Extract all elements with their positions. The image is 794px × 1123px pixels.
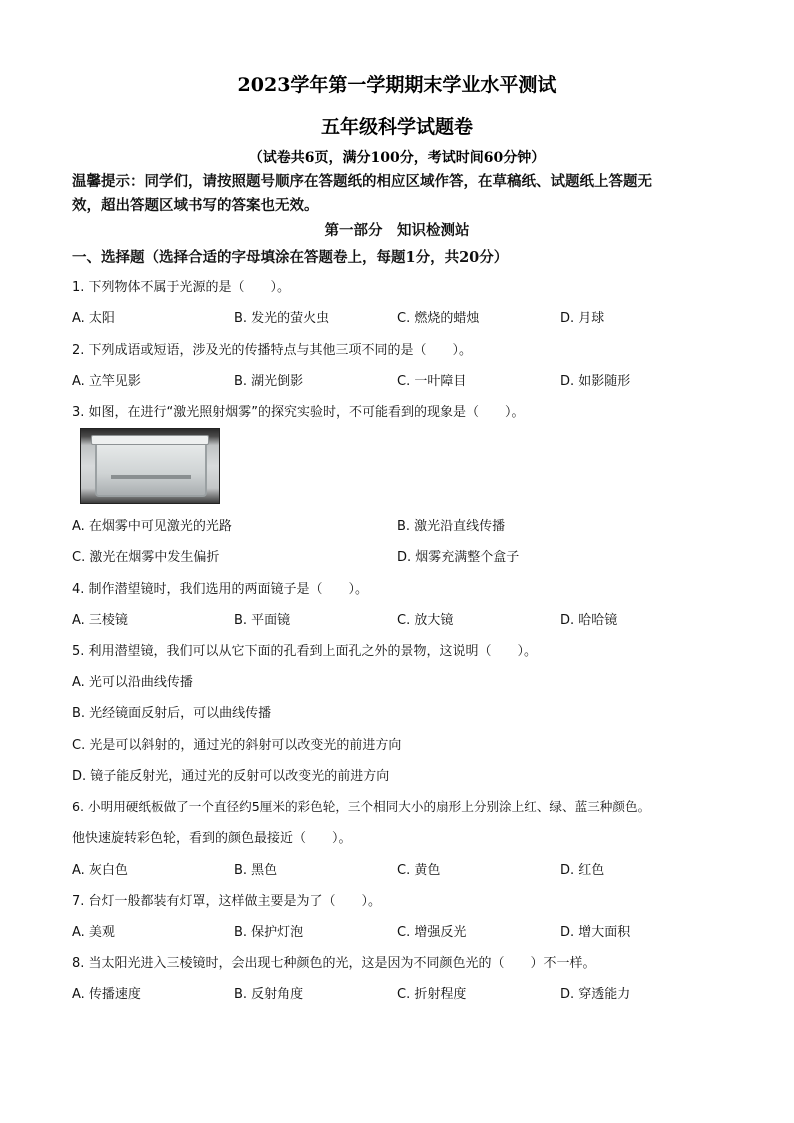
q1-option-c: C. 燃烧的蜡烛 (397, 311, 480, 326)
q2-option-c: C. 一叶障目 (397, 374, 467, 389)
q3-option-b: B. 激光沿直线传播 (397, 519, 506, 534)
exam-title: 2023学年第一学期期末学业水平测试 (237, 74, 557, 96)
q1-option-d: D. 月球 (560, 311, 605, 326)
q7-option-b: B. 保护灯泡 (234, 925, 304, 940)
q2-option-d: D. 如影随形 (560, 374, 631, 389)
q8-option-d: D. 穿透能力 (560, 987, 631, 1002)
q6-option-d: D. 红色 (560, 863, 605, 878)
exam-info: （试卷共6页，满分100分，考试时间60分钟） (248, 150, 546, 166)
exam-subtitle: 五年级科学试题卷 (320, 116, 473, 138)
q1-option-a: A. 太阳 (72, 311, 115, 326)
q1-option-b: B. 发光的萤火虫 (234, 311, 330, 326)
question-4: 4. 制作潜望镜时，我们选用的两面镜子是（ ）。 (72, 582, 369, 597)
smoke-box-photo (80, 428, 220, 504)
section-heading: 一、选择题（选择合适的字母填涂在答题卷上，每题1分，共20分） (72, 249, 509, 266)
q6-option-a: A. 灰白色 (72, 863, 128, 878)
q8-option-a: A. 传播速度 (72, 987, 141, 1002)
question-1: 1. 下列物体不属于光源的是（ ）。 (72, 280, 291, 295)
q7-option-a: A. 美观 (72, 925, 115, 940)
q4-option-c: C. 放大镜 (397, 613, 454, 628)
q7-option-d: D. 增大面积 (560, 925, 631, 940)
q4-option-a: A. 三棱镜 (72, 613, 128, 628)
q8-option-c: C. 折射程度 (397, 987, 467, 1002)
question-5: 5. 利用潜望镜，我们可以从它下面的孔看到上面孔之外的景物，这说明（ ）。 (72, 644, 538, 659)
q6-option-c: C. 黄色 (397, 863, 441, 878)
q3-option-a: A. 在烟雾中可见激光的光路 (72, 519, 232, 534)
q2-option-a: A. 立竿见影 (72, 374, 141, 389)
q5-option-a: A. 光可以沿曲线传播 (72, 675, 193, 690)
tip-line-1: 温馨提示：同学们，请按照题号顺序在答题纸的相应区域作答，在草稿纸、试题纸上答题无 (72, 173, 652, 190)
q5-option-b: B. 光经镜面反射后，可以曲线传播 (72, 706, 272, 721)
q3-option-c: C. 激光在烟雾中发生偏折 (72, 550, 220, 565)
q5-option-c: C. 光是可以斜射的，通过光的斜射可以改变光的前进方向 (72, 738, 402, 753)
question-6: 6. 小明用硬纸板做了一个直径约5厘米的彩色轮，三个相同大小的扇形上分别涂上红、绿、蓝三种颜色。 (72, 799, 651, 814)
question-3: 3. 如图，在进行“激光照射烟雾”的探究实验时，不可能看到的现象是（ ）。 (72, 405, 525, 420)
q2-option-b: B. 湖光倒影 (234, 374, 304, 389)
question-6-line-2: 他快速旋转彩色轮，看到的颜色最接近（ ）。 (72, 831, 352, 846)
q6-option-b: B. 黑色 (234, 863, 278, 878)
q8-option-b: B. 反射角度 (234, 987, 304, 1002)
q5-option-d: D. 镜子能反射光，通过光的反射可以改变光的前进方向 (72, 769, 390, 784)
question-2: 2. 下列成语或短语，涉及光的传播特点与其他三项不同的是（ ）。 (72, 343, 473, 358)
q4-option-d: D. 哈哈镜 (560, 613, 618, 628)
question-7: 7. 台灯一般都装有灯罩，这样做主要是为了（ ）。 (72, 894, 382, 909)
q4-option-b: B. 平面镜 (234, 613, 291, 628)
question-8: 8. 当太阳光进入三棱镜时，会出现七种颜色的光，这是因为不同颜色光的（ ）不一样。 (72, 956, 596, 971)
part-heading: 第一部分 知识检测站 (324, 222, 470, 239)
q3-option-d: D. 烟雾充满整个盒子 (397, 550, 520, 565)
q7-option-c: C. 增强反光 (397, 925, 467, 940)
tip-line-2: 效，超出答题区域书写的答案也无效。 (72, 197, 319, 214)
